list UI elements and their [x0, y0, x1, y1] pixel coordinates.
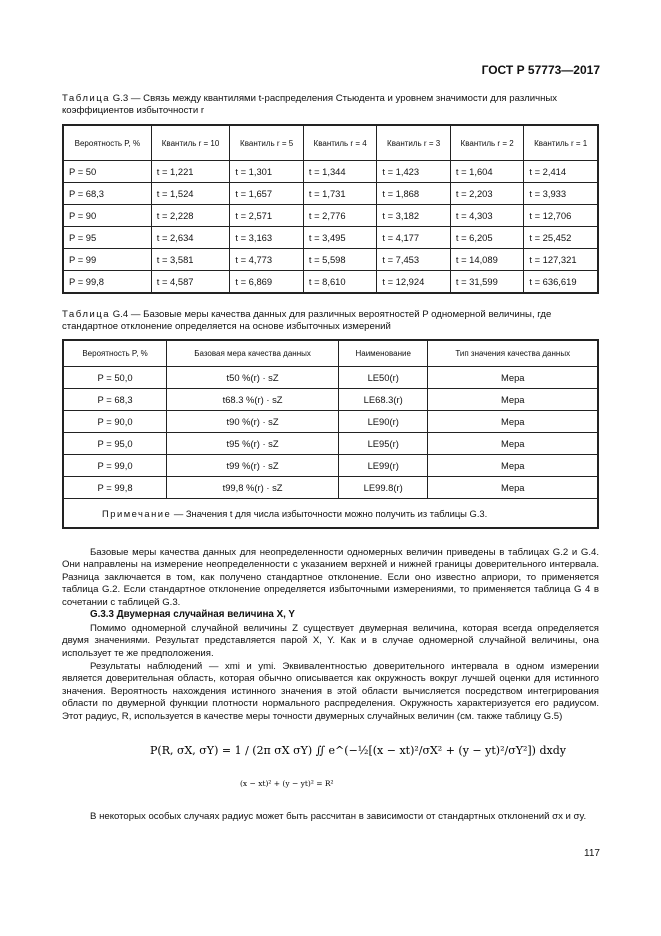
table-cell: P = 90	[63, 205, 151, 227]
column-header: Тип значения качества данных	[428, 340, 598, 367]
table-g4-caption	[62, 309, 600, 333]
table-cell: t = 2,634	[151, 227, 230, 249]
table-cell: t = 1,731	[303, 183, 377, 205]
table-cell: t = 636,619	[524, 271, 598, 294]
table-cell: P = 99,0	[63, 455, 167, 477]
table-cell: t = 1,301	[230, 161, 304, 183]
table-cell: t = 2,203	[450, 183, 524, 205]
table-cell: Мера	[428, 411, 598, 433]
table-cell: LE95(r)	[338, 433, 427, 455]
table-row	[63, 161, 598, 183]
table-header-row	[63, 125, 598, 161]
table-row	[63, 433, 598, 455]
formula	[150, 742, 600, 802]
section-heading: G.3.3 Двумерная случайная величина X, Y	[90, 609, 295, 620]
table-cell: P = 90,0	[63, 411, 167, 433]
table-cell: t = 1,604	[450, 161, 524, 183]
table-row	[63, 227, 598, 249]
table-g3-caption	[62, 93, 600, 117]
table-cell: t = 25,452	[524, 227, 598, 249]
table-row	[63, 411, 598, 433]
table-cell: P = 68,3	[63, 183, 151, 205]
table-cell: t = 2,571	[230, 205, 304, 227]
table-cell: t99 %(r) · sZ	[167, 455, 339, 477]
table-cell: t = 2,228	[151, 205, 230, 227]
table-cell: t = 3,495	[303, 227, 377, 249]
table-cell: t = 4,303	[450, 205, 524, 227]
table-cell: t68.3 %(r) · sZ	[167, 389, 339, 411]
paragraph-4: В некоторых особых случаях радиус может быть рассчитан в зависимости от стандартных отклонений σx и σy.	[90, 811, 587, 822]
table-cell: P = 99,8	[63, 271, 151, 294]
caption-text: G.3 — Связь между квантилями t-распределения Стьюдента и уровнем значимости для различных коэффициентов избыточности r	[62, 93, 558, 116]
table-cell: t = 4,587	[151, 271, 230, 294]
column-header: Квантиль r = 4	[303, 125, 377, 161]
column-header: Квантиль r = 3	[377, 125, 451, 161]
table-cell: P = 99,8	[63, 477, 167, 499]
table-cell: P = 95,0	[63, 433, 167, 455]
table-cell: t = 4,177	[377, 227, 451, 249]
table-cell: t = 1,344	[303, 161, 377, 183]
note-text: — Значения t для числа избыточности можно получить из таблицы G.3.	[171, 507, 488, 519]
table-cell: P = 68,3	[63, 389, 167, 411]
formula-text: P(R, σX, σY) = 1 / (2π σX σY) ∬ e^(−½[(x − xt)²/σX² + (y − yt)²/σY²]) dxdy	[150, 744, 566, 757]
table-cell: LE99.8(r)	[338, 477, 427, 499]
table-cell: t50 %(r) · sZ	[167, 367, 339, 389]
caption-text: G.4 — Базовые меры качества данных для различных вероятностей P одномерной величины, где стандартное отклонение определяется на основе избыточных измерений	[62, 309, 552, 332]
table-g3	[62, 124, 599, 294]
table-cell: t = 8,610	[303, 271, 377, 294]
note-word: Примечание	[102, 507, 172, 519]
table-cell: t = 3,581	[151, 249, 230, 271]
table-cell: t = 1,423	[377, 161, 451, 183]
table-cell: LE68.3(r)	[338, 389, 427, 411]
table-cell: t = 31,599	[450, 271, 524, 294]
table-cell: t = 1,524	[151, 183, 230, 205]
table-cell: t = 3,933	[524, 183, 598, 205]
table-cell: LE90(r)	[338, 411, 427, 433]
table-cell: t90 %(r) · sZ	[167, 411, 339, 433]
table-cell: P = 99	[63, 249, 151, 271]
table-cell: Мера	[428, 367, 598, 389]
table-cell: t = 2,776	[303, 205, 377, 227]
table-cell: t = 2,414	[524, 161, 598, 183]
table-row	[63, 389, 598, 411]
table-cell: LE50(r)	[338, 367, 427, 389]
table-row	[63, 183, 598, 205]
table-header-row	[63, 340, 598, 367]
table-g4	[62, 339, 599, 529]
table-note-row	[63, 499, 598, 529]
table-cell: P = 50,0	[63, 367, 167, 389]
column-header: Квантиль r = 10	[151, 125, 230, 161]
table-cell: t = 127,321	[524, 249, 598, 271]
caption-word: Таблица	[62, 93, 111, 104]
column-header: Наименование	[338, 340, 427, 367]
formula-svg	[150, 742, 600, 802]
table-cell: t = 7,453	[377, 249, 451, 271]
paragraph-1: Базовые меры качества данных для неопределенности одномерных величин приведены в таблицах G.2 и G.4. Они направлены на измерение неопределенности с указанием верхней и нижней границы доверительного интервала. Разница заключается в том, как получено стандартное отклонение. Если оно известно априори, то применяется таблица G.2. Если стандартное отклонение определяется избыточными измерениями, то применяется таблица G 4 в сочетании с таблицей G.3.	[62, 547, 599, 608]
table-cell: t = 4,773	[230, 249, 304, 271]
table-cell: t = 1,868	[377, 183, 451, 205]
paragraph-3: Результаты наблюдений — xmi и ymi. Эквивалентностью доверительного интервала в одном измерении является доверительная область, которая обычно описывается как окружность вокруг лучшей оценки для истинного значения. Вероятность нахождения истинного значения в этой области вычисляется посредством интегрирования области по двумерной функции плотности нормального распределения. Окружность характеризуется его радиусом. Этот радиус, R, используется в качестве меры точности двумерных случайных величин (см. также таблицу G.5)	[62, 661, 599, 722]
table-row	[63, 455, 598, 477]
table-cell: t = 3,163	[230, 227, 304, 249]
table-cell: t95 %(r) · sZ	[167, 433, 339, 455]
table-row	[63, 271, 598, 294]
table-cell: Мера	[428, 477, 598, 499]
formula-domain: (x − xt)² + (y − yt)² = R²	[240, 779, 334, 788]
column-header: Квантиль r = 5	[230, 125, 304, 161]
table-cell: Мера	[428, 433, 598, 455]
table-cell: Мера	[428, 389, 598, 411]
column-header: Квантиль r = 1	[524, 125, 598, 161]
paragraph-2: Помимо одномерной случайной величины Z существует двумерная величина, которая всегда определяется двумя значениями. Результат представляется парой X, Y. Как и в случае одномерной случайной величины, она использует те же предположения.	[62, 623, 599, 659]
table-row	[63, 367, 598, 389]
table-cell: Мера	[428, 455, 598, 477]
table-cell: t = 1,221	[151, 161, 230, 183]
column-header: Базовая мера качества данных	[167, 340, 339, 367]
table-note	[63, 499, 598, 529]
table-cell: t = 5,598	[303, 249, 377, 271]
table-cell: t = 6,205	[450, 227, 524, 249]
caption-word: Таблица	[62, 309, 111, 320]
table-row	[63, 477, 598, 499]
table-cell: t99,8 %(r) · sZ	[167, 477, 339, 499]
table-cell: P = 95	[63, 227, 151, 249]
column-header: Вероятность P, %	[63, 125, 151, 161]
table-cell: t = 1,657	[230, 183, 304, 205]
table-cell: t = 12,924	[377, 271, 451, 294]
table-row	[63, 249, 598, 271]
table-cell: t = 6,869	[230, 271, 304, 294]
table-cell: LE99(r)	[338, 455, 427, 477]
column-header: Вероятность P, %	[63, 340, 167, 367]
table-cell: t = 12,706	[524, 205, 598, 227]
column-header: Квантиль r = 2	[450, 125, 524, 161]
table-row	[63, 205, 598, 227]
table-cell: P = 50	[63, 161, 151, 183]
table-cell: t = 14,089	[450, 249, 524, 271]
table-cell: t = 3,182	[377, 205, 451, 227]
page-number: 117	[584, 848, 600, 859]
document-id: ГОСТ Р 57773—2017	[481, 63, 600, 77]
